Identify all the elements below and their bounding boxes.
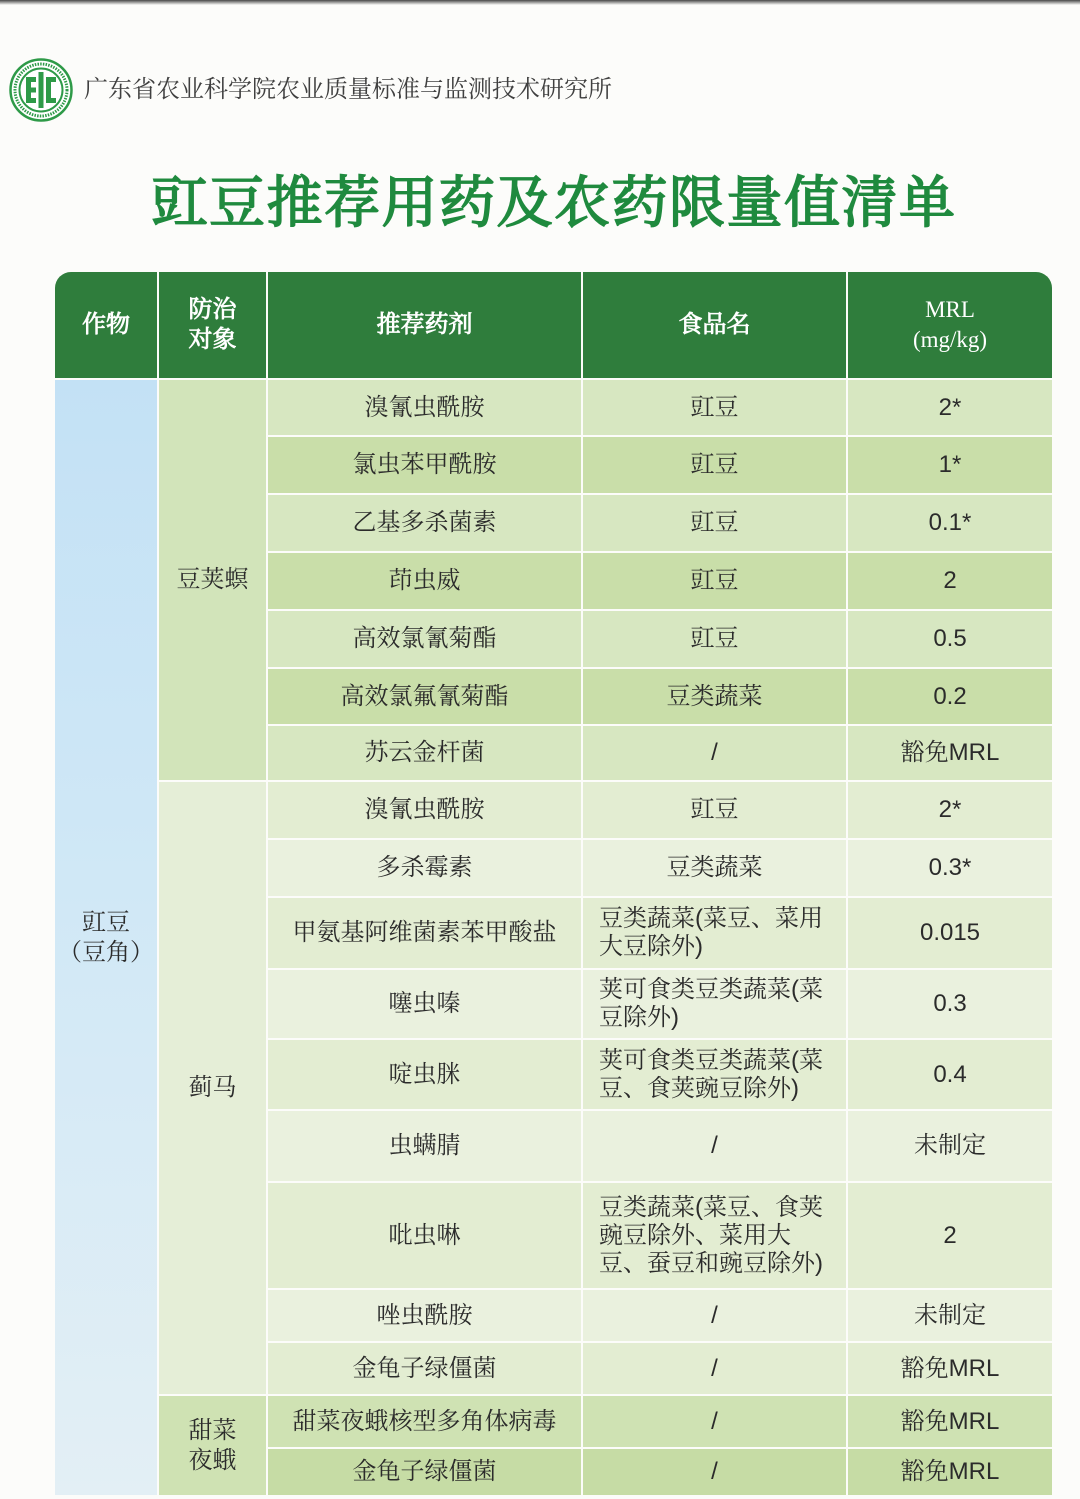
- mrl-cell: [848, 970, 1052, 1038]
- food-cell: [583, 380, 846, 435]
- pesticide-cell: [268, 495, 581, 551]
- mrl-value: 0.3*: [928, 854, 972, 881]
- mrl-value: 豁免MRL: [900, 1458, 1000, 1485]
- target-name: 甜菜夜蛾: [188, 1416, 237, 1474]
- food-name: 豆类蔬菜(菜豆、食荚豌豆除外、菜用大豆、蚕豆和豌豆除外): [599, 1193, 823, 1277]
- food-name: /: [711, 1301, 718, 1329]
- pesticide-cell: [268, 380, 581, 435]
- food-name: 豇豆: [690, 393, 739, 421]
- food-cell: [583, 437, 846, 493]
- mrl-cell: [848, 840, 1052, 896]
- pesticide-cell: [268, 782, 581, 838]
- pesticide-cell: [268, 1111, 581, 1181]
- header-target: [159, 272, 266, 378]
- pesticide-cell: [268, 1396, 581, 1447]
- table-row: [268, 669, 1052, 724]
- food-cell: [583, 970, 846, 1038]
- target-name: 豆荚螟: [176, 566, 249, 593]
- pesticide-cell: [268, 970, 581, 1038]
- table-row: [268, 1396, 1052, 1447]
- pesticide-cell: [268, 611, 581, 667]
- food-name: 豇豆: [690, 625, 739, 652]
- header-pesticide: [268, 272, 581, 378]
- mrl-value: 0.2: [933, 682, 967, 710]
- mrl-cell: [848, 1111, 1052, 1181]
- pesticide-cell: [268, 553, 581, 609]
- mrl-cell: [848, 380, 1052, 435]
- header-food: [583, 272, 846, 378]
- food-cell: [583, 1290, 846, 1341]
- pesticide-cell: [268, 1290, 581, 1341]
- header-pesticide-label: 推荐药剂: [376, 311, 473, 338]
- food-name: 豇豆: [690, 567, 739, 594]
- mrl-cell: [848, 1040, 1052, 1109]
- target-cell: [159, 380, 266, 780]
- mrl-value: 2: [943, 1221, 957, 1249]
- crop-alias: （豆角）: [58, 938, 154, 966]
- table-row: [268, 1449, 1052, 1495]
- institute-logo-icon: [9, 58, 73, 122]
- pesticide-name: 茚虫威: [388, 567, 461, 594]
- pesticide-cell: [268, 669, 581, 724]
- header-crop: [55, 272, 157, 378]
- mrl-cell: [848, 669, 1052, 724]
- header-food-label: 食品名: [678, 311, 751, 338]
- target-cell: [159, 782, 266, 1394]
- table-row: [268, 898, 1052, 968]
- mrl-value: 0.015: [919, 919, 981, 946]
- mrl-value: 0.5: [933, 625, 967, 652]
- mrl-value: 未制定: [914, 1301, 986, 1329]
- mrl-cell: [848, 611, 1052, 667]
- institute-name: 广东省农业科学院农业质量标准与监测技术研究所: [84, 76, 612, 103]
- mrl-value: 豁免MRL: [900, 1407, 1000, 1435]
- food-name: /: [711, 1132, 718, 1159]
- table-row: [268, 782, 1052, 838]
- mrl-cell: [848, 553, 1052, 609]
- pesticide-name: 金龟子绿僵菌: [352, 1354, 497, 1382]
- mrl-value: 0.4: [933, 1060, 967, 1088]
- food-cell: [583, 1449, 846, 1495]
- mrl-value: 1*: [938, 451, 962, 478]
- pesticide-name: 甲氨基阿维菌素苯甲酸盐: [292, 919, 557, 946]
- crop-name: 豇豆: [82, 908, 130, 936]
- mrl-cell: [848, 1396, 1052, 1447]
- mrl-cell: [848, 1449, 1052, 1495]
- food-cell: [583, 898, 846, 968]
- pesticide-name: 唑虫酰胺: [376, 1301, 473, 1329]
- table-header-row: [55, 272, 1052, 378]
- table-body: [268, 380, 1052, 1495]
- mrl-cell: [848, 898, 1052, 968]
- pesticide-name: 多杀霉素: [376, 854, 473, 881]
- mrl-value: 0.1*: [928, 509, 972, 536]
- food-name: 荚可食类豆类蔬菜(菜豆除外): [599, 976, 823, 1031]
- table-row: [268, 380, 1052, 435]
- pesticide-name: 虫螨腈: [388, 1132, 461, 1159]
- food-cell: [583, 1040, 846, 1109]
- header-mrl-unit: (mg/kg): [912, 327, 988, 352]
- food-cell: [583, 1111, 846, 1181]
- food-name: /: [711, 1458, 718, 1485]
- pesticide-cell: [268, 1449, 581, 1495]
- page-title: 豇豆推荐用药及农药限量值清单: [151, 171, 957, 234]
- pesticide-name: 氯虫苯甲酰胺: [352, 451, 497, 478]
- table-row: [268, 1183, 1052, 1288]
- food-name: /: [711, 739, 718, 766]
- crop-cell: [55, 380, 157, 1495]
- table-row: [268, 840, 1052, 896]
- pesticide-name: 金龟子绿僵菌: [352, 1458, 497, 1485]
- pesticide-cell: [268, 1183, 581, 1288]
- food-name: 豇豆: [690, 451, 739, 478]
- pesticide-cell: [268, 1040, 581, 1109]
- food-cell: [583, 726, 846, 780]
- mrl-cell: [848, 1290, 1052, 1341]
- food-name: 豇豆: [690, 509, 739, 536]
- pesticide-name: 溴氰虫酰胺: [364, 796, 485, 823]
- scan-edge-shadow: [0, 0, 1080, 5]
- pesticide-name: 乙基多杀菌素: [352, 509, 497, 536]
- mrl-value: 0.3: [933, 990, 967, 1017]
- food-cell: [583, 1183, 846, 1288]
- mrl-cell: [848, 437, 1052, 493]
- pesticide-name: 噻虫嗪: [388, 990, 461, 1017]
- pesticide-name: 高效氯氰菊酯: [352, 625, 497, 652]
- target-cell: [159, 1396, 266, 1495]
- food-name: 豇豆: [690, 796, 739, 823]
- pesticide-name: 啶虫脒: [388, 1060, 461, 1088]
- food-cell: [583, 840, 846, 896]
- mrl-value: 2*: [938, 796, 962, 823]
- table-row: [268, 726, 1052, 780]
- pesticide-name: 甜菜夜蛾核型多角体病毒: [292, 1407, 557, 1435]
- food-name: 荚可食类豆类蔬菜(菜豆、食荚豌豆除外): [599, 1046, 823, 1102]
- food-name: /: [711, 1354, 718, 1382]
- table-row: [268, 1290, 1052, 1341]
- table-row: [268, 553, 1052, 609]
- pesticide-mrl-table: [55, 272, 1052, 1495]
- mrl-value: 2: [943, 567, 957, 594]
- food-cell: [583, 1396, 846, 1447]
- pesticide-name: 溴氰虫酰胺: [364, 393, 485, 421]
- food-cell: [583, 669, 846, 724]
- food-name: 豆类蔬菜(菜豆、菜用大豆除外): [599, 905, 823, 960]
- food-cell: [583, 611, 846, 667]
- food-cell: [583, 1343, 846, 1394]
- table-row: [268, 495, 1052, 551]
- food-name: 豆类蔬菜: [666, 682, 763, 710]
- target-name: 蓟马: [188, 1074, 237, 1101]
- mrl-cell: [848, 782, 1052, 838]
- table-row: [268, 1111, 1052, 1181]
- pesticide-cell: [268, 840, 581, 896]
- table-row: [268, 1040, 1052, 1109]
- pesticide-name: 苏云金杆菌: [364, 739, 485, 766]
- table-row: [268, 1343, 1052, 1394]
- mrl-value: 豁免MRL: [900, 739, 1000, 766]
- food-cell: [583, 553, 846, 609]
- mrl-cell: [848, 1343, 1052, 1394]
- mrl-value: 未制定: [914, 1132, 986, 1159]
- table-row: [268, 970, 1052, 1038]
- header-mrl-label: MRL: [925, 297, 975, 322]
- pesticide-cell: [268, 726, 581, 780]
- mrl-cell: [848, 495, 1052, 551]
- food-cell: [583, 782, 846, 838]
- table-row: [268, 611, 1052, 667]
- header-target-label: 防治对象: [188, 296, 237, 353]
- food-name: /: [711, 1407, 718, 1435]
- food-cell: [583, 495, 846, 551]
- pesticide-cell: [268, 1343, 581, 1394]
- mrl-cell: [848, 1183, 1052, 1288]
- pesticide-name: 高效氯氟氰菊酯: [340, 682, 509, 710]
- mrl-value: 豁免MRL: [900, 1354, 1000, 1382]
- header-crop-label: 作物: [82, 311, 130, 338]
- mrl-value: 2*: [938, 393, 962, 421]
- header-mrl: [848, 272, 1052, 378]
- pesticide-cell: [268, 437, 581, 493]
- pesticide-cell: [268, 898, 581, 968]
- mrl-cell: [848, 726, 1052, 780]
- pesticide-name: 吡虫啉: [388, 1221, 461, 1249]
- food-name: 豆类蔬菜: [666, 854, 763, 881]
- table-row: [268, 437, 1052, 493]
